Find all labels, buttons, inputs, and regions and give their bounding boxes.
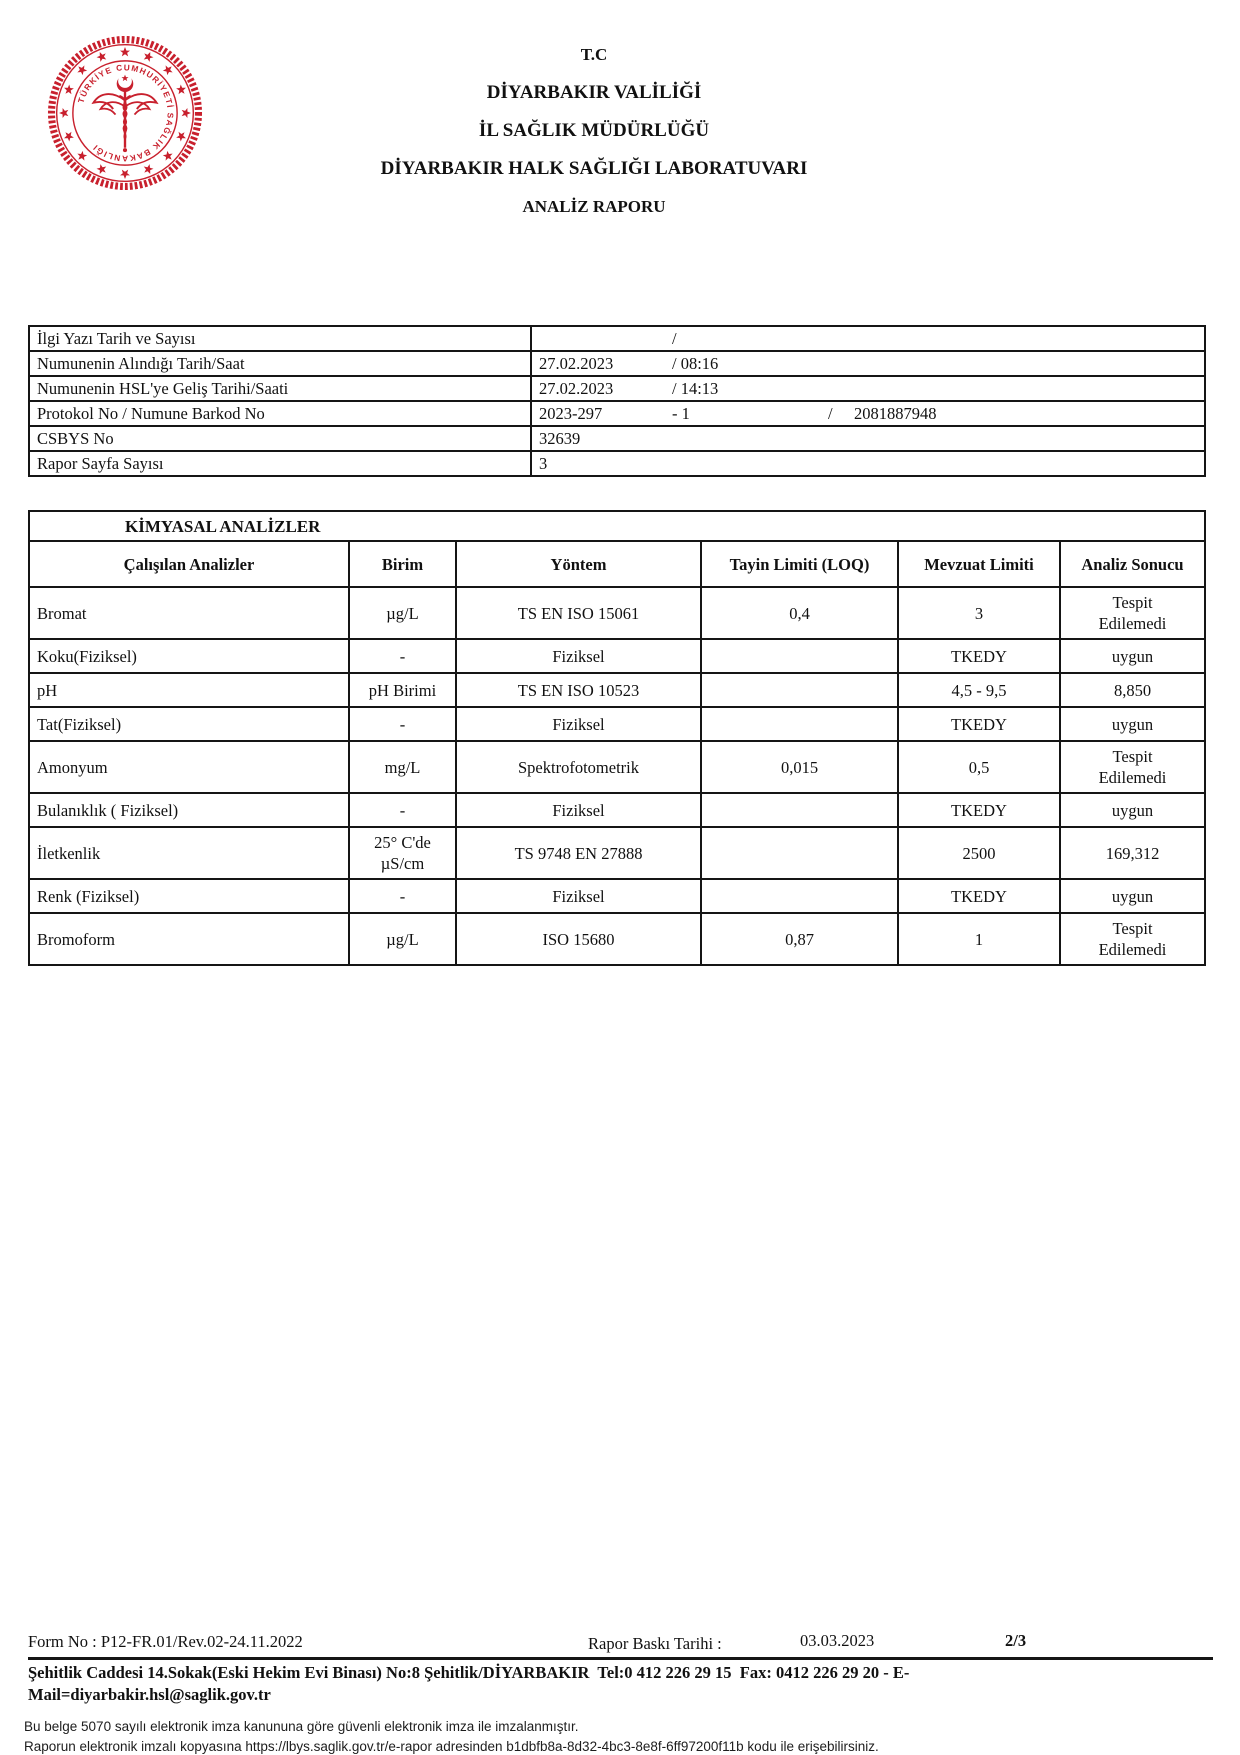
info-value: 27.02.2023 / 08:16 xyxy=(531,351,1205,376)
info-value: 27.02.2023 / 14:13 xyxy=(531,376,1205,401)
section-title-row xyxy=(29,511,1205,541)
limit-cell: 3 xyxy=(898,587,1060,639)
limit-cell: 2500 xyxy=(898,827,1060,879)
info-row-protokol-no xyxy=(29,401,1205,426)
footer-divider xyxy=(28,1657,1213,1660)
analyte-cell: Amonyum xyxy=(29,741,349,793)
header-country: T.C xyxy=(580,45,608,64)
info-row-gelis-tarihi xyxy=(29,376,1205,401)
laboratory-address xyxy=(28,1662,1223,1706)
loq-cell: 0,4 xyxy=(701,587,898,639)
loq-cell xyxy=(701,707,898,741)
col-header-unit: Birim xyxy=(349,541,456,587)
analyte-cell: Koku(Fiziksel) xyxy=(29,639,349,673)
result-cell: 8,850 xyxy=(1060,673,1205,707)
method-cell: Fiziksel xyxy=(456,639,701,673)
esign-note-1: Bu belge 5070 sayılı elektronik imza kanununa göre güvenli elektronik imza ile imzalanmıştır. xyxy=(24,1719,579,1734)
header-directorate: İL SAĞLIK MÜDÜRLÜĞÜ xyxy=(478,120,710,141)
print-date: 03.03.2023 xyxy=(800,1631,875,1650)
header-governorship: DİYARBAKIR VALİLİĞİ xyxy=(486,82,702,103)
result-cell: Tespit Edilemedi xyxy=(1060,587,1205,639)
info-value: 3 xyxy=(531,451,1205,476)
page-title: ANALİZ RAPORU xyxy=(522,197,666,216)
limit-cell: 0,5 xyxy=(898,741,1060,793)
analysis-row-bromat xyxy=(29,587,1205,639)
unit-cell: pH Birimi xyxy=(349,673,456,707)
limit-cell: TKEDY xyxy=(898,639,1060,673)
analyte-cell: Renk (Fiziksel) xyxy=(29,879,349,913)
limit-cell: TKEDY xyxy=(898,793,1060,827)
analysis-row-tat xyxy=(29,707,1205,741)
loq-cell: 0,015 xyxy=(701,741,898,793)
col-header-analyte: Çalışılan Analizler xyxy=(29,541,349,587)
info-row-ilgi-yazi xyxy=(29,326,1205,351)
method-cell: ISO 15680 xyxy=(456,913,701,965)
method-cell: TS EN ISO 15061 xyxy=(456,587,701,639)
loq-cell xyxy=(701,639,898,673)
letterhead xyxy=(0,36,1188,226)
chemical-analyses-table xyxy=(28,510,1206,966)
info-label: Numunenin Alındığı Tarih/Saat xyxy=(29,351,531,376)
analyte-cell: Bulanıklık ( Fiziksel) xyxy=(29,793,349,827)
col-header-limit: Mevzuat Limiti xyxy=(898,541,1060,587)
limit-cell: 1 xyxy=(898,913,1060,965)
loq-cell xyxy=(701,673,898,707)
unit-cell: mg/L xyxy=(349,741,456,793)
analyte-cell: İletkenlik xyxy=(29,827,349,879)
method-cell: Spektrofotometrik xyxy=(456,741,701,793)
analysis-row-bulaniklik xyxy=(29,793,1205,827)
column-header-row xyxy=(29,541,1205,587)
limit-cell: TKEDY xyxy=(898,707,1060,741)
header-laboratory: DİYARBAKIR HALK SAĞLIĞI LABORATUVARI xyxy=(380,158,808,179)
analyte-cell: Bromat xyxy=(29,587,349,639)
col-header-method: Yöntem xyxy=(456,541,701,587)
info-label: Rapor Sayfa Sayısı xyxy=(29,451,531,476)
result-cell: uygun xyxy=(1060,639,1205,673)
info-row-csbys-no xyxy=(29,426,1205,451)
section-title: KİMYASAL ANALİZLER xyxy=(29,511,1205,541)
analysis-row-koku xyxy=(29,639,1205,673)
info-row-sayfa-sayisi xyxy=(29,451,1205,476)
info-label: CSBYS No xyxy=(29,426,531,451)
limit-cell: TKEDY xyxy=(898,879,1060,913)
result-cell: Tespit Edilemedi xyxy=(1060,741,1205,793)
method-cell: TS 9748 EN 27888 xyxy=(456,827,701,879)
analysis-row-bromoform xyxy=(29,913,1205,965)
analyte-cell: pH xyxy=(29,673,349,707)
page-indicator: 2/3 xyxy=(1005,1631,1027,1650)
method-cell: TS EN ISO 10523 xyxy=(456,673,701,707)
esign-note-2: Raporun elektronik imzalı kopyasına https://lbys.saglik.gov.tr/e-rapor adresinden b1dbfb8a-8d32-4bc3-8e8f-6ff97200f11b kodu ile erişebilirsiniz. xyxy=(24,1739,879,1754)
result-cell: Tespit Edilemedi xyxy=(1060,913,1205,965)
col-header-loq: Tayin Limiti (LOQ) xyxy=(701,541,898,587)
analysis-row-amonyum xyxy=(29,741,1205,793)
form-no: Form No : P12-FR.01/Rev.02-24.11.2022 xyxy=(28,1632,303,1651)
unit-cell: - xyxy=(349,707,456,741)
unit-cell: - xyxy=(349,879,456,913)
unit-cell: µg/L xyxy=(349,913,456,965)
info-row-alindigi-tarih xyxy=(29,351,1205,376)
analysis-row-iletkenlik xyxy=(29,827,1205,879)
col-header-result: Analiz Sonucu xyxy=(1060,541,1205,587)
result-cell: 169,312 xyxy=(1060,827,1205,879)
loq-cell: 0,87 xyxy=(701,913,898,965)
result-cell: uygun xyxy=(1060,879,1205,913)
unit-cell: 25° C'de µS/cm xyxy=(349,827,456,879)
info-label: İlgi Yazı Tarih ve Sayısı xyxy=(29,326,531,351)
loq-cell xyxy=(701,827,898,879)
method-cell: Fiziksel xyxy=(456,879,701,913)
unit-cell: µg/L xyxy=(349,587,456,639)
unit-cell: - xyxy=(349,639,456,673)
sample-info-table xyxy=(28,325,1206,477)
print-date-label: Rapor Baskı Tarihi : xyxy=(588,1634,722,1653)
info-value: 32639 xyxy=(531,426,1205,451)
result-cell: uygun xyxy=(1060,793,1205,827)
result-cell: uygun xyxy=(1060,707,1205,741)
info-value: / xyxy=(531,326,1205,351)
limit-cell: 4,5 - 9,5 xyxy=(898,673,1060,707)
loq-cell xyxy=(701,879,898,913)
unit-cell: - xyxy=(349,793,456,827)
logo-ring-text: TÜRKİYE CUMHURİYETİ SAĞLIK BAKANLIĞI xyxy=(75,62,176,164)
analysis-row-renk xyxy=(29,879,1205,913)
analyte-cell: Bromoform xyxy=(29,913,349,965)
info-label: Protokol No / Numune Barkod No xyxy=(29,401,531,426)
address-line-1: Şehitlik Caddesi 14.Sokak(Eski Hekim Evi Binası) No:8 Şehitlik/DİYARBAKIR Tel:0 412 226 29 15 Fax: 0412 226 29 20 - E- xyxy=(28,1663,910,1682)
info-label: Numunenin HSL'ye Geliş Tarihi/Saati xyxy=(29,376,531,401)
address-line-2: Mail=diyarbakir.hsl@saglik.gov.tr xyxy=(28,1685,271,1704)
loq-cell xyxy=(701,793,898,827)
analyte-cell: Tat(Fiziksel) xyxy=(29,707,349,741)
info-value: 2023-297 - 1 / 2081887948 xyxy=(531,401,1205,426)
method-cell: Fiziksel xyxy=(456,707,701,741)
method-cell: Fiziksel xyxy=(456,793,701,827)
analysis-row-ph xyxy=(29,673,1205,707)
